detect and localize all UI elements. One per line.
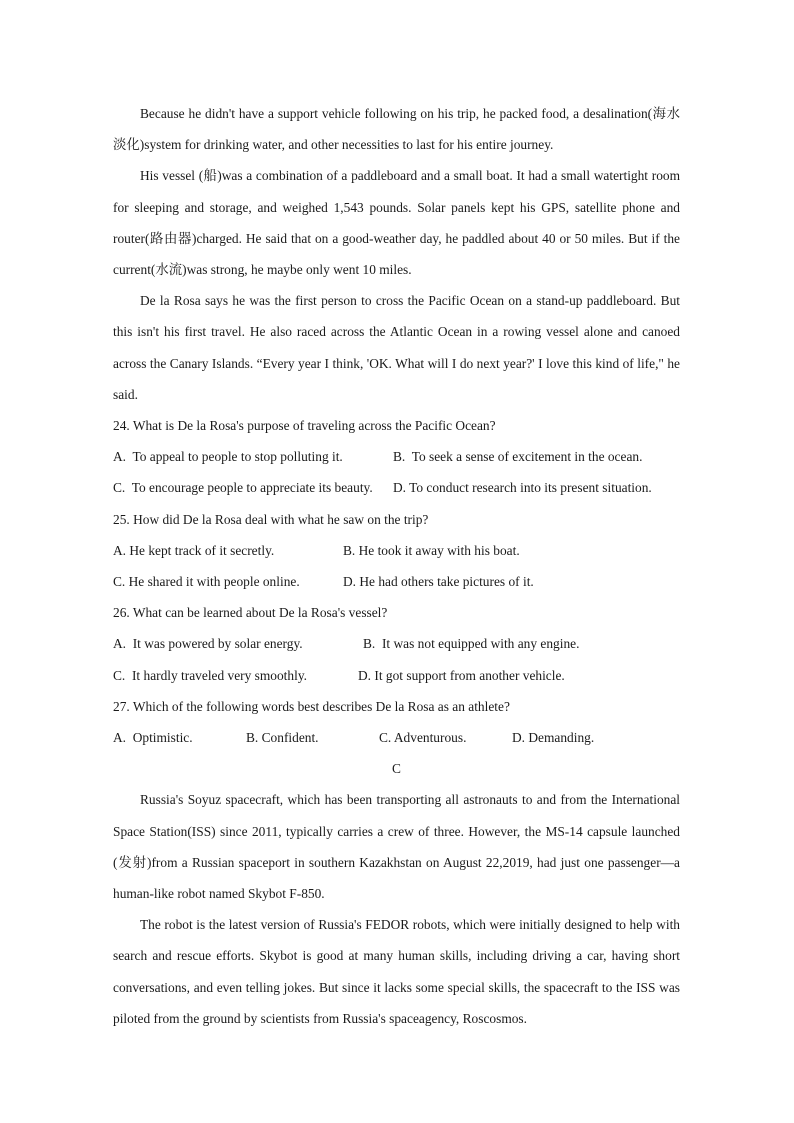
question-24: [113, 410, 680, 504]
option-c: C. Adventurous.: [379, 730, 467, 746]
option-a: A. It was powered by solar energy.: [113, 636, 303, 652]
question-27: [113, 691, 680, 753]
passage-b-paragraph-2: His vessel (船)was a combination of a paddleboard and a small boat. It had a small watertight room for sleeping and storage, and weighed 1,543 pounds. Solar panels kept his GPS, satellite phone and router(路由器)charged. He said that on a good-weather day, he paddled about 40 or 50 miles. But if the current(水流)was strong, he maybe only went 10 miles.: [113, 168, 680, 278]
passage-b-paragraph-1: Because he didn't have a support vehicle following on his trip, he packed food, a desalination(海水淡化)system for drinking water, and other necessities to last for his entire journey.: [113, 106, 680, 153]
option-c: C. To encourage people to appreciate its beauty.: [113, 480, 373, 496]
question-stem: 25. How did De la Rosa deal with what he saw on the trip?: [113, 511, 429, 527]
question-25: [113, 504, 680, 598]
option-a: A. To appeal to people to stop polluting it.: [113, 449, 343, 465]
option-d: D. To conduct research into its present situation.: [393, 480, 652, 496]
option-d: D. It got support from another vehicle.: [358, 667, 565, 683]
option-b: B. Confident.: [246, 730, 319, 746]
question-stem: 24. What is De la Rosa's purpose of traveling across the Pacific Ocean?: [113, 418, 496, 434]
options-row: [113, 441, 680, 472]
options-row: [113, 472, 680, 503]
section-c-paragraph-2: The robot is the latest version of Russia's FEDOR robots, which were initially designed to help with search and rescue efforts. Skybot is good at many human skills, including driving a car, having short conversations, and even telling jokes. But since it lacks some special skills, the spacecraft to the ISS was piloted from the ground by scientists from Russia's spaceagency, Roscosmos.: [113, 917, 680, 1026]
question-stem: 27. Which of the following words best describes De la Rosa as an athlete?: [113, 698, 510, 714]
section-heading: C: [392, 761, 401, 777]
option-a: A. Optimistic.: [113, 730, 193, 746]
option-d: D. He had others take pictures of it.: [343, 574, 534, 590]
option-c: C. He shared it with people online.: [113, 574, 300, 590]
question-stem: 26. What can be learned about De la Rosa's vessel?: [113, 605, 388, 621]
passage-b-paragraph-3: De la Rosa says he was the first person to cross the Pacific Ocean on a stand-up paddleboard. But this isn't his first travel. He also raced across the Atlantic Ocean in a rowing vessel alone and canoed across the Canary Islands. “Every year I think, 'OK. What will I do next year?' I love this kind of life," he said.: [113, 293, 680, 402]
option-a: A. He kept track of it secretly.: [113, 542, 275, 558]
options-row: [113, 628, 680, 659]
option-c: C. It hardly traveled very smoothly.: [113, 667, 307, 683]
option-b: B. To seek a sense of excitement in the ocean.: [393, 449, 643, 465]
document-page: [113, 98, 680, 1034]
section-c-paragraph-1: Russia's Soyuz spacecraft, which has been transporting all astronauts to and from the International Space Station(ISS) since 2011, typically carries a crew of three. However, the MS-14 capsule launched (发射)from a Russian spaceport in southern Kazakhstan on August 22,2019, had just one passenger—a human-like robot named Skybot F-850.: [113, 792, 680, 902]
options-row: [113, 722, 680, 753]
question-26: [113, 597, 680, 691]
option-b: B. He took it away with his boat.: [343, 542, 520, 558]
option-d: D. Demanding.: [512, 730, 595, 746]
options-row: [113, 535, 680, 566]
options-row: [113, 660, 680, 691]
option-b: B. It was not equipped with any engine.: [363, 636, 580, 652]
options-row: [113, 566, 680, 597]
